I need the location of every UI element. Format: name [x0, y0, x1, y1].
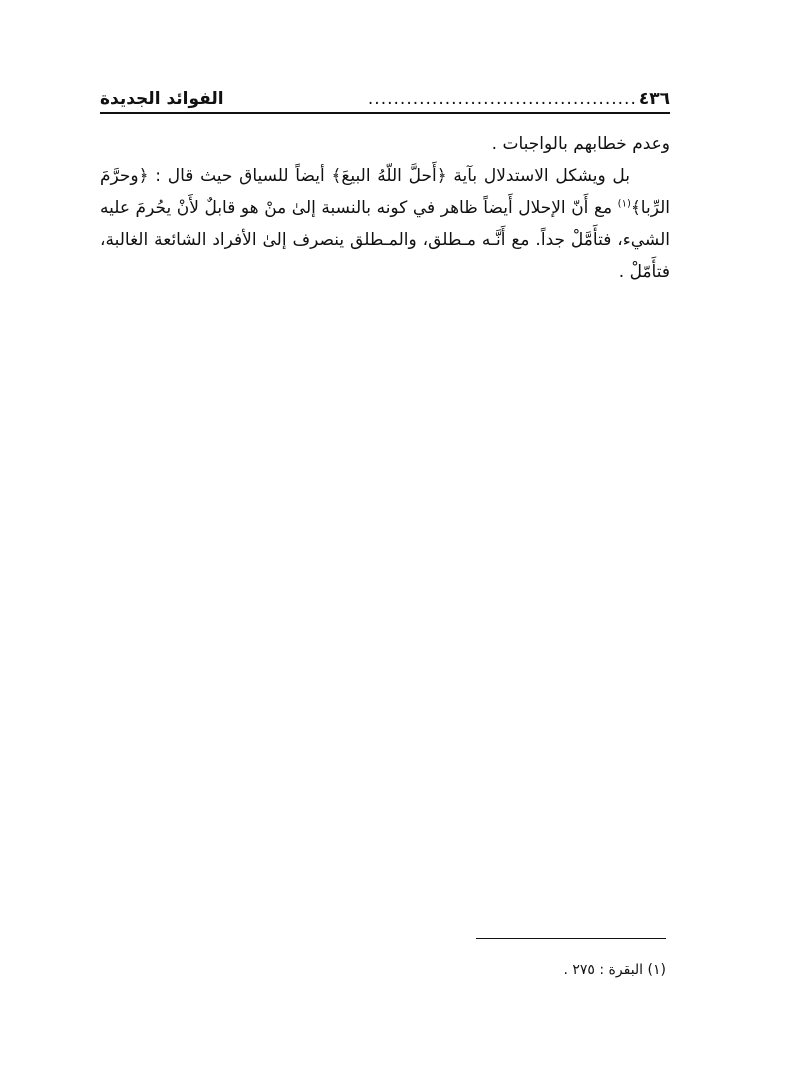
page-number: ٤٣٦ — [638, 89, 670, 109]
footnote-rule — [476, 938, 666, 939]
footnote-1: (١) البقرة : ٢٧٥ . — [563, 962, 666, 978]
paragraph-2-part-1: بل ويشكل الاستدلال بآية ﴿أَحلَّ اللّهُ البيعَ﴾ أيضاً للسياق حيث قال : ﴿وحرَّمَ الرِّبا﴾ — [100, 166, 670, 218]
running-header — [100, 84, 670, 114]
body-paragraph-2 — [100, 160, 670, 288]
body-line-1: وعدم خطابهم بالواجبات . — [491, 134, 670, 154]
dot-leader: .......................................... — [367, 89, 637, 109]
footnote-reference[interactable]: (١) — [617, 198, 631, 210]
paragraph-2-part-2: مع أَنّ الإحلال أَيضاً ظاهر في كونه بالنسبة إلىٰ منْ هو قابلٌ لأَنْ يحُرمَ عليه الشيء، فتأَمَّلْ جداً. مع أَنَّـه مـطلق، والمـطلق ينصرف إلىٰ الأفراد الشائعة الغالبة، فتأَمّلْ . — [100, 198, 670, 282]
header-rule — [100, 112, 670, 114]
body-text — [100, 128, 670, 288]
running-title: الفوائد الجديدة — [100, 89, 224, 109]
